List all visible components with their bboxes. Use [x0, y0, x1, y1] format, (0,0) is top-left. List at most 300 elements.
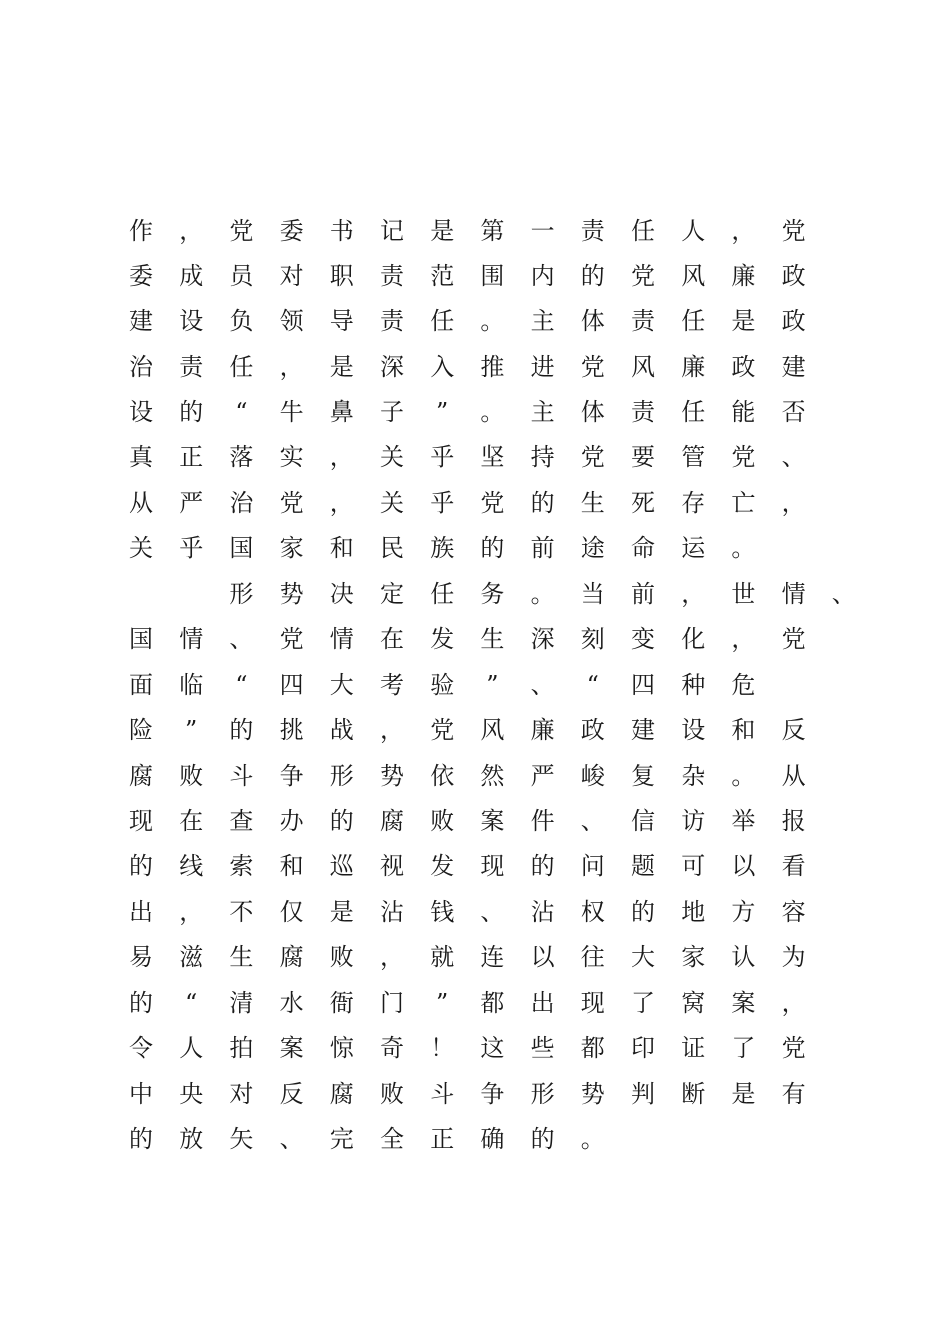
text-char: 势	[279, 580, 304, 608]
text-char: 人	[681, 217, 706, 245]
text-char: 杂	[681, 762, 706, 790]
text-char: 方	[731, 898, 756, 926]
text-char: 是	[329, 898, 354, 926]
text-char: 乎	[430, 443, 455, 471]
text-char: “	[185, 989, 198, 1017]
text-char: 党	[731, 443, 756, 471]
text-char: 能	[731, 398, 756, 426]
text-char: 乎	[179, 534, 204, 562]
text-char: 世	[731, 580, 756, 608]
text-char: 峻	[580, 762, 605, 790]
text-line	[0, 761, 950, 806]
text-char: 真	[129, 443, 153, 471]
text-char: 党	[781, 1034, 806, 1062]
text-char: 反	[781, 716, 806, 744]
text-char: 案	[731, 989, 756, 1017]
text-char: 变	[631, 625, 655, 653]
text-char: 的	[480, 534, 505, 562]
text-char: 进	[530, 353, 555, 381]
text-char: 的	[129, 989, 153, 1017]
text-char: 这	[480, 1034, 505, 1062]
text-char: 情	[179, 625, 204, 653]
text-char: ”	[436, 398, 449, 426]
text-char: 主	[530, 398, 555, 426]
text-char: 央	[179, 1080, 204, 1108]
text-char: 对	[229, 1080, 254, 1108]
text-char: 入	[430, 353, 455, 381]
text-char: 和	[279, 852, 304, 880]
text-char: 易	[129, 943, 153, 971]
text-char: 要	[631, 443, 655, 471]
text-char: 案	[279, 1034, 304, 1062]
text-char: 信	[631, 807, 655, 835]
text-char: 查	[229, 807, 254, 835]
text-char: 在	[179, 807, 204, 835]
text-char: 第	[480, 217, 505, 245]
text-char: 。	[580, 1125, 605, 1153]
text-char: 证	[681, 1034, 706, 1062]
text-char: 对	[279, 262, 304, 290]
text-char: 索	[229, 852, 254, 880]
text-char: 存	[681, 489, 706, 517]
text-char: “	[235, 398, 248, 426]
text-char: 是	[329, 353, 354, 381]
text-char: 是	[731, 1080, 756, 1108]
text-char: 巡	[329, 852, 354, 880]
text-char: 形	[530, 1080, 555, 1108]
text-char: 严	[179, 489, 204, 517]
text-char: 反	[279, 1080, 304, 1108]
text-char: 印	[631, 1034, 655, 1062]
text-line	[0, 851, 950, 896]
text-char: 责	[380, 307, 404, 335]
text-char: 仅	[279, 898, 304, 926]
text-line	[0, 488, 950, 533]
text-char: 是	[731, 307, 756, 335]
text-char: 钱	[430, 898, 455, 926]
text-char: 出	[129, 898, 153, 926]
text-char: ，	[380, 943, 404, 971]
text-char: 国	[229, 534, 254, 562]
text-char: 势	[380, 762, 404, 790]
text-char: 从	[781, 762, 806, 790]
text-char: 依	[430, 762, 455, 790]
text-char: 廉	[731, 262, 756, 290]
text-char: 报	[781, 807, 806, 835]
text-char: 任	[430, 307, 455, 335]
text-char: 党	[781, 625, 806, 653]
text-char: 现	[480, 852, 505, 880]
text-char: 生	[480, 625, 505, 653]
text-char: “	[235, 671, 248, 699]
text-char: 清	[229, 989, 254, 1017]
text-char: 败	[430, 807, 455, 835]
text-char: ，	[279, 353, 304, 381]
text-char: 沾	[380, 898, 404, 926]
text-char: 办	[279, 807, 304, 835]
text-char	[126, 579, 156, 609]
text-line	[0, 670, 950, 715]
text-char: 举	[731, 807, 756, 835]
text-char: 的	[179, 398, 204, 426]
text-char: 矢	[229, 1125, 254, 1153]
text-char: 主	[530, 307, 555, 335]
text-char: 的	[530, 852, 555, 880]
text-char: 容	[781, 898, 806, 926]
text-char: ，	[380, 716, 404, 744]
text-char: 员	[229, 262, 254, 290]
text-char: 腐	[329, 1080, 354, 1108]
text-char: 判	[631, 1080, 655, 1108]
text-line	[0, 942, 950, 987]
text-char: 争	[279, 762, 304, 790]
text-char: 化	[681, 625, 706, 653]
text-char: 的	[329, 807, 354, 835]
text-char: 体	[580, 307, 605, 335]
text-char: 治	[229, 489, 254, 517]
text-char: 访	[681, 807, 706, 835]
text-char: 家	[279, 534, 304, 562]
text-char: 大	[329, 671, 354, 699]
text-char: ，	[329, 489, 354, 517]
text-char: 子	[380, 398, 404, 426]
text-char: 险	[129, 716, 153, 744]
text-char: 腐	[129, 762, 153, 790]
text-char: 任	[229, 353, 254, 381]
text-char: 政	[781, 307, 806, 335]
text-char: 令	[129, 1034, 153, 1062]
text-char: 否	[781, 398, 806, 426]
text-char: 往	[580, 943, 605, 971]
text-char: 任	[631, 217, 655, 245]
text-char: 衙	[329, 989, 354, 1017]
text-char: 管	[681, 443, 706, 471]
text-char: 门	[380, 989, 404, 1017]
text-char: 大	[631, 943, 655, 971]
text-char: 党	[279, 489, 304, 517]
text-char: 然	[480, 762, 505, 790]
text-char: 人	[179, 1034, 204, 1062]
text-char: 种	[681, 671, 706, 699]
text-char: 、	[530, 671, 555, 699]
text-char: 成	[179, 262, 204, 290]
text-char: 落	[229, 443, 254, 471]
text-char: 的	[129, 852, 153, 880]
text-char: 领	[279, 307, 304, 335]
text-char: 挑	[279, 716, 304, 744]
text-char: 负	[229, 307, 254, 335]
text-char: 导	[329, 307, 354, 335]
text-char: 任	[681, 398, 706, 426]
text-char: 党	[781, 217, 806, 245]
text-char: 滋	[179, 943, 204, 971]
text-line	[0, 897, 950, 942]
text-char: 族	[430, 534, 455, 562]
text-char: 了	[731, 1034, 756, 1062]
text-char: 前	[631, 580, 655, 608]
text-char: 关	[380, 489, 404, 517]
text-char: 正	[179, 443, 204, 471]
text-char: 权	[580, 898, 605, 926]
text-char: 职	[329, 262, 354, 290]
text-char: 定	[380, 580, 404, 608]
text-char: 廉	[530, 716, 555, 744]
text-char: 出	[530, 989, 555, 1017]
text-char: 拍	[229, 1034, 254, 1062]
text-char: 危	[731, 671, 756, 699]
text-char: 势	[580, 1080, 605, 1108]
text-char: 党	[580, 443, 605, 471]
text-char: 形	[329, 762, 354, 790]
text-char: 的	[530, 489, 555, 517]
text-char: 死	[631, 489, 655, 517]
text-char: 责	[380, 262, 404, 290]
text-char: 责	[179, 353, 204, 381]
text-char: 了	[631, 989, 655, 1017]
text-char: 放	[179, 1125, 204, 1153]
text-char: 题	[631, 852, 655, 880]
text-char: ，	[329, 443, 354, 471]
text-char: ”	[185, 716, 198, 744]
text-char: 情	[781, 580, 806, 608]
text-char: ”	[436, 989, 449, 1017]
text-char: 风	[631, 353, 655, 381]
text-char: 腐	[279, 943, 304, 971]
text-char	[176, 579, 206, 609]
text-char: 件	[530, 807, 555, 835]
text-char: 、	[279, 1125, 304, 1153]
text-char: 委	[129, 262, 153, 290]
text-char: 在	[380, 625, 404, 653]
text-char: 败	[179, 762, 204, 790]
text-char: 发	[430, 625, 455, 653]
text-char: 体	[580, 398, 605, 426]
text-char: 问	[580, 852, 605, 880]
text-char: 牛	[279, 398, 304, 426]
text-char: 断	[681, 1080, 706, 1108]
text-char: 党	[631, 262, 655, 290]
text-char: 败	[380, 1080, 404, 1108]
text-char: 和	[329, 534, 354, 562]
text-char: 实	[279, 443, 304, 471]
text-char: 严	[530, 762, 555, 790]
text-char: 生	[229, 943, 254, 971]
text-char: 地	[681, 898, 706, 926]
text-char: 和	[731, 716, 756, 744]
text-char: ，	[731, 217, 756, 245]
text-char: 败	[329, 943, 354, 971]
text-char: 民	[380, 534, 404, 562]
text-char: 务	[480, 580, 505, 608]
text-char: 的	[129, 1125, 153, 1153]
text-char: 范	[430, 262, 455, 290]
text-char: 面	[129, 671, 153, 699]
text-char: 视	[380, 852, 404, 880]
text-char: 一	[530, 217, 555, 245]
text-char: 、	[831, 580, 856, 608]
text-char: 内	[530, 262, 555, 290]
text-char: 廉	[681, 353, 706, 381]
text-char: 形	[229, 580, 254, 608]
text-char: 四	[631, 671, 655, 699]
text-char: 中	[129, 1080, 153, 1108]
text-char: 都	[480, 989, 505, 1017]
text-char: 正	[430, 1125, 455, 1153]
text-char: 线	[179, 852, 204, 880]
text-char: 党	[430, 716, 455, 744]
text-char: ，	[781, 489, 806, 517]
text-char: “	[586, 671, 599, 699]
text-char: 关	[129, 534, 153, 562]
text-char: 些	[530, 1034, 555, 1062]
text-char: 党	[229, 217, 254, 245]
text-char: 政	[580, 716, 605, 744]
text-char: 作	[129, 217, 153, 245]
text-char: 治	[129, 353, 153, 381]
text-line	[0, 988, 950, 1033]
text-char: 家	[681, 943, 706, 971]
text-char: 政	[731, 353, 756, 381]
text-char: 生	[580, 489, 605, 517]
text-char: 认	[731, 943, 756, 971]
text-line	[0, 533, 950, 578]
text-char: 、	[580, 807, 605, 835]
text-char: 前	[530, 534, 555, 562]
text-char: 责	[580, 217, 605, 245]
text-char: 持	[530, 443, 555, 471]
text-char: 。	[480, 307, 505, 335]
text-line	[0, 397, 950, 442]
text-char: ”	[486, 671, 499, 699]
text-char: 任	[681, 307, 706, 335]
text-char: 当	[580, 580, 605, 608]
text-char: 腐	[380, 807, 404, 835]
text-char: 建	[631, 716, 655, 744]
text-char: 乎	[430, 489, 455, 517]
text-char: 案	[480, 807, 505, 835]
text-char: 考	[380, 671, 404, 699]
text-char: 命	[631, 534, 655, 562]
text-char: ，	[781, 989, 806, 1017]
text-char: ，	[179, 898, 204, 926]
paragraph-start-line	[0, 579, 950, 624]
text-line	[0, 1033, 950, 1078]
text-char: 确	[480, 1125, 505, 1153]
text-char: 决	[329, 580, 354, 608]
text-line	[0, 624, 950, 669]
text-char: 深	[530, 625, 555, 653]
text-char: 任	[430, 580, 455, 608]
text-line	[0, 806, 950, 851]
text-line	[0, 1124, 950, 1169]
text-char: 不	[229, 898, 254, 926]
text-char: 运	[681, 534, 706, 562]
text-char: ！	[430, 1034, 455, 1062]
text-char: 、	[229, 625, 254, 653]
text-char: 记	[380, 217, 404, 245]
text-char: 深	[380, 353, 404, 381]
text-char: 争	[480, 1080, 505, 1108]
text-line	[0, 1079, 950, 1124]
text-char: 奇	[380, 1034, 404, 1062]
text-line	[0, 715, 950, 760]
text-char: 建	[781, 353, 806, 381]
text-char: 有	[781, 1080, 806, 1108]
text-char: 委	[279, 217, 304, 245]
text-char: 从	[129, 489, 153, 517]
text-char: 刻	[580, 625, 605, 653]
text-char: 为	[781, 943, 806, 971]
text-char: 鼻	[329, 398, 354, 426]
text-char: 都	[580, 1034, 605, 1062]
text-char: 。	[731, 534, 756, 562]
text-char: 临	[179, 671, 204, 699]
text-char: 亡	[731, 489, 756, 517]
text-line	[0, 216, 950, 261]
text-char: ，	[731, 625, 756, 653]
text-line	[0, 261, 950, 306]
text-char: 以	[731, 852, 756, 880]
text-char: 连	[480, 943, 505, 971]
text-line	[0, 442, 950, 487]
text-char: 责	[631, 398, 655, 426]
text-char: 设	[179, 307, 204, 335]
text-char: 国	[129, 625, 153, 653]
text-char: 沾	[530, 898, 555, 926]
text-char: 现	[580, 989, 605, 1017]
text-char: 坚	[480, 443, 505, 471]
text-char: 完	[329, 1125, 354, 1153]
text-char: 、	[480, 898, 505, 926]
text-char: 复	[631, 762, 655, 790]
text-char: 发	[430, 852, 455, 880]
text-char: 政	[781, 262, 806, 290]
text-char: 看	[781, 852, 806, 880]
text-char: 的	[631, 898, 655, 926]
text-char: 党	[480, 489, 505, 517]
text-char: 四	[279, 671, 304, 699]
text-char: 风	[480, 716, 505, 744]
text-char: 情	[329, 625, 354, 653]
text-char: 现	[129, 807, 153, 835]
text-char: 途	[580, 534, 605, 562]
text-char: 的	[530, 1125, 555, 1153]
text-char: ，	[681, 580, 706, 608]
text-char: 验	[430, 671, 455, 699]
text-char: 。	[530, 580, 555, 608]
text-char: 惊	[329, 1034, 354, 1062]
text-char: 就	[430, 943, 455, 971]
text-char: 窝	[681, 989, 706, 1017]
text-char: 风	[681, 262, 706, 290]
text-char: 全	[380, 1125, 404, 1153]
text-char: 党	[580, 353, 605, 381]
text-line	[0, 352, 950, 397]
text-char: 水	[279, 989, 304, 1017]
text-char: 斗	[430, 1080, 455, 1108]
text-char: 围	[480, 262, 505, 290]
text-char: 的	[229, 716, 254, 744]
text-char: 是	[430, 217, 455, 245]
text-char: 。	[731, 762, 756, 790]
text-char: 书	[329, 217, 354, 245]
text-char: 设	[129, 398, 153, 426]
text-char: 斗	[229, 762, 254, 790]
text-char: 战	[329, 716, 354, 744]
text-char: 。	[480, 398, 505, 426]
text-char: 关	[380, 443, 404, 471]
text-line	[0, 306, 950, 351]
